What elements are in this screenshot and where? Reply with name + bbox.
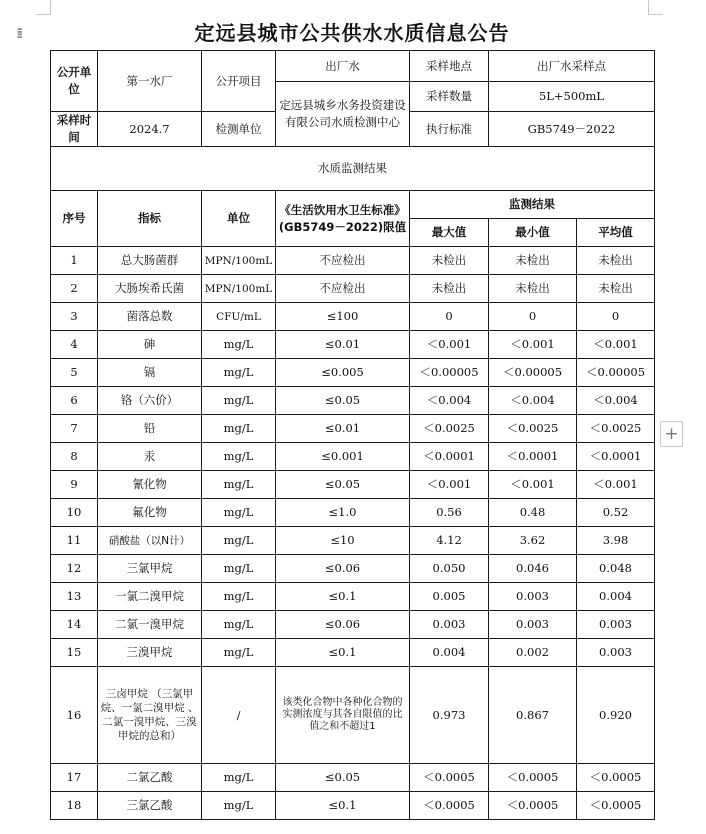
row-max: ＜0.004 bbox=[410, 387, 489, 415]
row-unit: MPN/100mL bbox=[202, 247, 276, 275]
row-indicator: 三氯乙酸 bbox=[98, 792, 202, 820]
row-limit: ≤0.05 bbox=[276, 387, 410, 415]
table-row bbox=[51, 667, 655, 764]
col-min: 最小值 bbox=[489, 219, 577, 247]
item-label: 公开项目 bbox=[202, 51, 276, 112]
std-value: GB5749－2022 bbox=[489, 112, 655, 147]
row-max: 0.003 bbox=[410, 611, 489, 639]
row-max: ＜0.0025 bbox=[410, 415, 489, 443]
row-min: 0.046 bbox=[489, 555, 577, 583]
row-unit: mg/L bbox=[202, 331, 276, 359]
row-min: 0.003 bbox=[489, 611, 577, 639]
row-limit: 不应检出 bbox=[276, 275, 410, 303]
lab-value: 定远县城乡水务投资建设有限公司水质检测中心 bbox=[276, 82, 410, 147]
row-min: 0 bbox=[489, 303, 577, 331]
row-avg: 未检出 bbox=[577, 275, 655, 303]
row-unit: mg/L bbox=[202, 555, 276, 583]
row-min: 3.62 bbox=[489, 527, 577, 555]
row-unit: mg/L bbox=[202, 583, 276, 611]
row-min: ＜0.001 bbox=[489, 471, 577, 499]
col-indicator: 指标 bbox=[98, 191, 202, 247]
time-value: 2024.7 bbox=[98, 112, 202, 147]
row-indicator: 砷 bbox=[98, 331, 202, 359]
row-no: 10 bbox=[51, 499, 98, 527]
row-limit: ≤100 bbox=[276, 303, 410, 331]
site-value: 出厂水采样点 bbox=[489, 51, 655, 82]
row-avg: 0.004 bbox=[577, 583, 655, 611]
table-row bbox=[51, 275, 655, 303]
col-limit: 《生活饮用水卫生标准》(GB5749－2022)限值 bbox=[276, 191, 410, 247]
row-unit: mg/L bbox=[202, 792, 276, 820]
row-avg: 未检出 bbox=[577, 247, 655, 275]
row-indicator: 氰化物 bbox=[98, 471, 202, 499]
row-min: 0.003 bbox=[489, 583, 577, 611]
table-row bbox=[51, 247, 655, 275]
row-unit: mg/L bbox=[202, 387, 276, 415]
row-unit: / bbox=[202, 667, 276, 764]
row-limit: ≤0.005 bbox=[276, 359, 410, 387]
row-limit: ≤0.1 bbox=[276, 639, 410, 667]
row-indicator: 氟化物 bbox=[98, 499, 202, 527]
row-min: ＜0.00005 bbox=[489, 359, 577, 387]
row-max: 4.12 bbox=[410, 527, 489, 555]
col-max: 最大值 bbox=[410, 219, 489, 247]
row-indicator: 菌落总数 bbox=[98, 303, 202, 331]
row-limit: ≤0.001 bbox=[276, 443, 410, 471]
table-move-handle-icon[interactable]: ⁞⁞⁞ bbox=[16, 26, 21, 42]
table-row bbox=[51, 764, 655, 792]
row-indicator: 铬（六价） bbox=[98, 387, 202, 415]
row-min: ＜0.0025 bbox=[489, 415, 577, 443]
row-unit: CFU/mL bbox=[202, 303, 276, 331]
table-row bbox=[51, 583, 655, 611]
row-no: 14 bbox=[51, 611, 98, 639]
row-indicator: 三溴甲烷 bbox=[98, 639, 202, 667]
row-no: 16 bbox=[51, 667, 98, 764]
row-avg: 0.52 bbox=[577, 499, 655, 527]
row-indicator: 大肠埃希氏菌 bbox=[98, 275, 202, 303]
row-max: 0.005 bbox=[410, 583, 489, 611]
row-limit: ≤0.05 bbox=[276, 471, 410, 499]
row-limit: ≤0.05 bbox=[276, 764, 410, 792]
table-row bbox=[51, 331, 655, 359]
std-label: 执行标准 bbox=[410, 112, 489, 147]
row-avg: 3.98 bbox=[577, 527, 655, 555]
row-no: 9 bbox=[51, 471, 98, 499]
row-no: 1 bbox=[51, 247, 98, 275]
row-max: ＜0.0001 bbox=[410, 443, 489, 471]
lab-label: 检测单位 bbox=[202, 112, 276, 147]
add-column-plus-icon[interactable]: + bbox=[660, 421, 683, 447]
table-row bbox=[51, 499, 655, 527]
row-indicator: 三卤甲烷 （三氯甲烷、一氯二溴甲烷 、二氯一溴甲烷、三溴甲烷的总和） bbox=[98, 667, 202, 764]
row-max: 未检出 bbox=[410, 247, 489, 275]
row-no: 2 bbox=[51, 275, 98, 303]
row-no: 15 bbox=[51, 639, 98, 667]
row-avg: 0.003 bbox=[577, 639, 655, 667]
page-corner-mark bbox=[648, 0, 663, 15]
row-max: 0.004 bbox=[410, 639, 489, 667]
item-value: 出厂水 bbox=[276, 51, 410, 82]
table-row bbox=[51, 387, 655, 415]
water-quality-table bbox=[50, 50, 655, 820]
table-row bbox=[51, 611, 655, 639]
row-indicator: 二氯乙酸 bbox=[98, 764, 202, 792]
col-result: 监测结果 bbox=[410, 191, 655, 219]
row-unit: mg/L bbox=[202, 764, 276, 792]
row-indicator: 二氯一溴甲烷 bbox=[98, 611, 202, 639]
row-max: 0 bbox=[410, 303, 489, 331]
row-indicator: 汞 bbox=[98, 443, 202, 471]
row-min: ＜0.004 bbox=[489, 387, 577, 415]
row-max: ＜0.001 bbox=[410, 331, 489, 359]
row-indicator: 镉 bbox=[98, 359, 202, 387]
row-no: 3 bbox=[51, 303, 98, 331]
row-indicator: 一氯二溴甲烷 bbox=[98, 583, 202, 611]
row-indicator: 总大肠菌群 bbox=[98, 247, 202, 275]
row-max: ＜0.0005 bbox=[410, 764, 489, 792]
row-min: 0.48 bbox=[489, 499, 577, 527]
table-row bbox=[51, 639, 655, 667]
row-max: 0.56 bbox=[410, 499, 489, 527]
section-title: 水质监测结果 bbox=[51, 147, 655, 191]
row-unit: mg/L bbox=[202, 499, 276, 527]
row-min: ＜0.001 bbox=[489, 331, 577, 359]
row-limit: ≤0.01 bbox=[276, 415, 410, 443]
row-avg: ＜0.0005 bbox=[577, 764, 655, 792]
row-max: ＜0.001 bbox=[410, 471, 489, 499]
row-limit: ≤0.06 bbox=[276, 555, 410, 583]
row-max: 0.050 bbox=[410, 555, 489, 583]
row-unit: mg/L bbox=[202, 415, 276, 443]
table-row bbox=[51, 443, 655, 471]
row-no: 11 bbox=[51, 527, 98, 555]
page-title: 定远县城市公共供水水质信息公告 bbox=[194, 21, 510, 45]
unit-value: 第一水厂 bbox=[98, 51, 202, 112]
col-unit: 单位 bbox=[202, 191, 276, 247]
row-unit: mg/L bbox=[202, 443, 276, 471]
row-no: 18 bbox=[51, 792, 98, 820]
row-limit: ≤1.0 bbox=[276, 499, 410, 527]
row-avg: 0.048 bbox=[577, 555, 655, 583]
row-avg: 0.920 bbox=[577, 667, 655, 764]
row-avg: 0.003 bbox=[577, 611, 655, 639]
row-limit: 该类化合物中各种化合物的实测浓度与其各自限值的比值之和不超过1 bbox=[276, 667, 410, 764]
row-min: 0.002 bbox=[489, 639, 577, 667]
row-indicator: 三氯甲烷 bbox=[98, 555, 202, 583]
table-row bbox=[51, 415, 655, 443]
row-no: 12 bbox=[51, 555, 98, 583]
row-no: 13 bbox=[51, 583, 98, 611]
time-label: 采样时间 bbox=[51, 112, 98, 147]
row-no: 8 bbox=[51, 443, 98, 471]
row-avg: ＜0.0001 bbox=[577, 443, 655, 471]
col-avg: 平均值 bbox=[577, 219, 655, 247]
table-row bbox=[51, 303, 655, 331]
table-row bbox=[51, 359, 655, 387]
row-limit: ≤10 bbox=[276, 527, 410, 555]
row-avg: ＜0.00005 bbox=[577, 359, 655, 387]
col-no: 序号 bbox=[51, 191, 98, 247]
site-label: 采样地点 bbox=[410, 51, 489, 82]
unit-label: 公开单位 bbox=[51, 51, 98, 112]
row-no: 17 bbox=[51, 764, 98, 792]
row-min: 0.867 bbox=[489, 667, 577, 764]
row-max: 未检出 bbox=[410, 275, 489, 303]
row-limit: ≤0.1 bbox=[276, 583, 410, 611]
row-avg: 0 bbox=[577, 303, 655, 331]
table-row bbox=[51, 471, 655, 499]
row-unit: mg/L bbox=[202, 359, 276, 387]
row-min: 未检出 bbox=[489, 247, 577, 275]
row-max: ＜0.0005 bbox=[410, 792, 489, 820]
row-unit: mg/L bbox=[202, 639, 276, 667]
row-min: ＜0.0005 bbox=[489, 764, 577, 792]
row-min: ＜0.0005 bbox=[489, 792, 577, 820]
row-avg: ＜0.004 bbox=[577, 387, 655, 415]
qty-label: 采样数量 bbox=[410, 82, 489, 112]
row-indicator: 硝酸盐（以N计） bbox=[98, 527, 202, 555]
row-no: 6 bbox=[51, 387, 98, 415]
row-no: 5 bbox=[51, 359, 98, 387]
row-limit: ≤0.1 bbox=[276, 792, 410, 820]
table-row bbox=[51, 527, 655, 555]
row-min: ＜0.0001 bbox=[489, 443, 577, 471]
row-avg: ＜0.0005 bbox=[577, 792, 655, 820]
row-limit: ≤0.01 bbox=[276, 331, 410, 359]
row-indicator: 铅 bbox=[98, 415, 202, 443]
row-max: 0.973 bbox=[410, 667, 489, 764]
row-min: 未检出 bbox=[489, 275, 577, 303]
row-avg: ＜0.0025 bbox=[577, 415, 655, 443]
row-max: ＜0.00005 bbox=[410, 359, 489, 387]
row-unit: MPN/100mL bbox=[202, 275, 276, 303]
row-avg: ＜0.001 bbox=[577, 471, 655, 499]
row-avg: ＜0.001 bbox=[577, 331, 655, 359]
page-corner-mark bbox=[36, 0, 51, 15]
row-no: 7 bbox=[51, 415, 98, 443]
row-unit: mg/L bbox=[202, 527, 276, 555]
qty-value: 5L+500mL bbox=[489, 82, 655, 112]
row-unit: mg/L bbox=[202, 611, 276, 639]
table-row bbox=[51, 555, 655, 583]
row-unit: mg/L bbox=[202, 471, 276, 499]
table-row bbox=[51, 792, 655, 820]
row-no: 4 bbox=[51, 331, 98, 359]
row-limit: ≤0.06 bbox=[276, 611, 410, 639]
row-limit: 不应检出 bbox=[276, 247, 410, 275]
